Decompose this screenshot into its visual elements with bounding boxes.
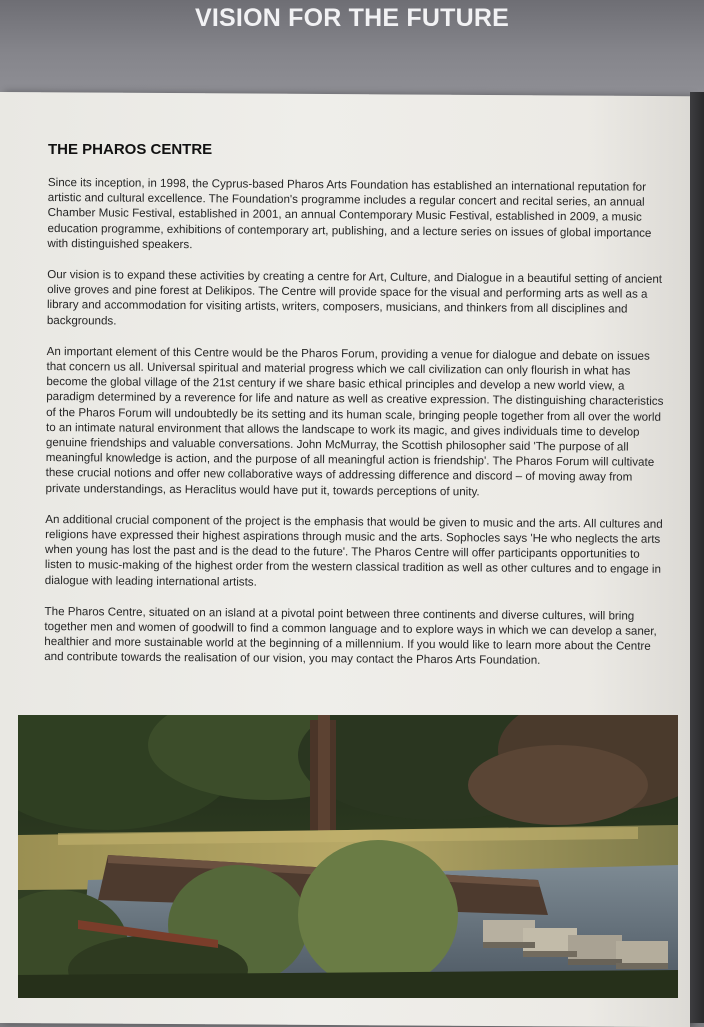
garden-pond-photo xyxy=(18,715,678,998)
page-header-title: VISION FOR THE FUTURE xyxy=(195,4,509,32)
paragraph-1: Since its inception, in 1998, the Cyprus-based Pharos Arts Foundation has established an international reputation for artistic and cultural excellence. The Foundation's programme includes a regular concert and recital series, an annual Chamber Music Festival, established in 2001, an annual Contemporary Music Festival, established in 2009, a music education programme, exhibitions of contemporary art, publishing, and a lecture series on issues of global importance with distinguished speakers. xyxy=(47,175,652,251)
page-edge-shadow xyxy=(690,92,704,1023)
body-text xyxy=(44,175,666,686)
paragraph-4: An additional crucial component of the project is the emphasis that would be given to music and the arts. All cultures and religions have expressed their highest aspirations through music and the arts. Sophocles says 'He who neglects the arts when young has lost the past and is the dead to the future'. The Pharos Centre will offer participants opportunities to listen to music-making of the highest order from the western classical tradition as well as other cultures and to engage in dialogue with leading international artists. xyxy=(44,512,663,589)
paragraph-3: An important element of this Centre would be the Pharos Forum, providing a venue for dialogue and debate on issues that concern us all. Universal spiritual and material progress which we call civilization can only flourish in what has become the global village of the 21st century if we share basic ethical principles and develop a new world view, a paradigm determined by a reverence for life and nature as well as creative expression. The distinguishing characteristics of the Pharos Forum will undoubtedly be its setting and its human scale, bringing people together from all over the world to an intimate natural environment that allows the landscape to work its magic, and gives individuals time to develop genuine friendships and valuable conversations. John McMurray, the Scottish philosopher said 'The purpose of all meaningful knowledge is action, and the purpose of all meaningful action is friendship'. The Pharos Forum will cultivate these crucial notions and offer new collaborative ways of addressing difference and discord – of moving away from private understandings, as Heraclitus would have put it, towards perceptions of unity. xyxy=(45,344,664,499)
paragraph-5: The Pharos Centre, situated on an island at a pivotal point between three continents and diverse cultures, will bring together men and women of goodwill to find a common language and to explore ways in which we can develop a saner, healthier and more sustainable world at the beginning of a millennium. If you would like to learn more about the Centre and contribute towards the realisation of our vision, you may contact the Pharos Arts Foundation. xyxy=(44,604,657,668)
paragraph-2: Our vision is to expand these activities by creating a centre for Art, Culture, and Dialogue in a beautiful setting of ancient olive groves and pine forest at Delikipos. The Centre will provide space for the visual and performing arts as well as a library and accommodation for visiting artists, writers, composers, musicians, and thinkers from all disciplines and backgrounds. xyxy=(46,268,663,328)
section-title: THE PHAROS CENTRE xyxy=(48,141,213,158)
